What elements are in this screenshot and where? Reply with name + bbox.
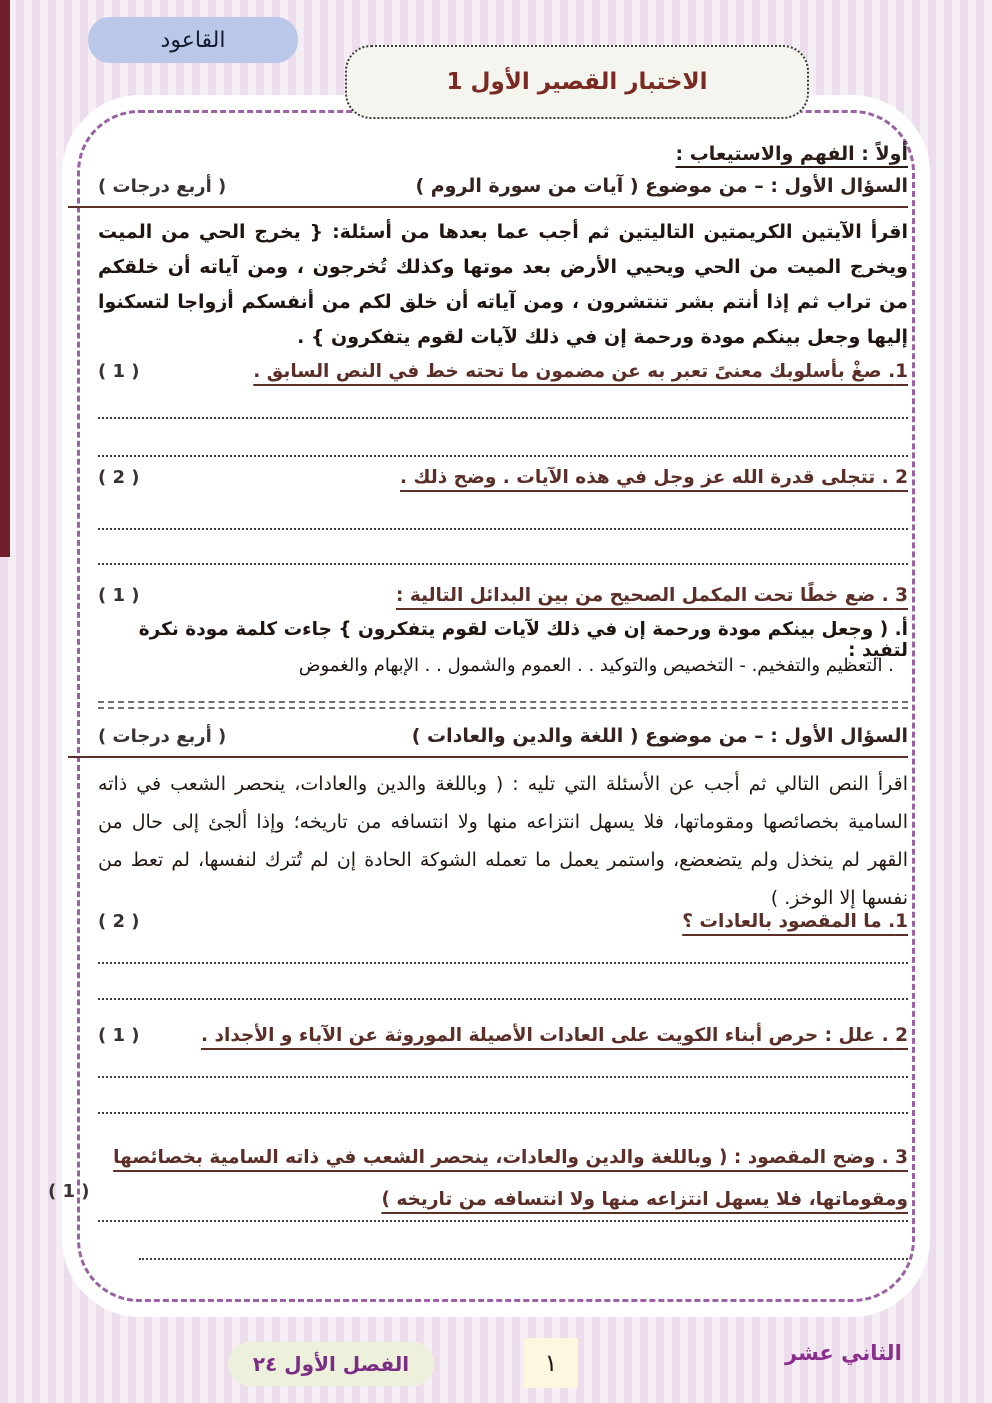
school-badge <box>88 17 298 63</box>
answer-line <box>98 417 908 419</box>
answer-line <box>98 1076 908 1078</box>
part1-header-marks: ( أربع درجات ) <box>98 176 227 197</box>
part1-header-label: السؤال الأول : – من موضوع ( آيات من سورة الروم ) <box>415 175 908 197</box>
part1-q1-text: 1. صغْ بأسلوبك معنىً تعبر به عن مضمون ما تحته خط في النص السابق . <box>253 361 908 382</box>
exam-title: الاختبار القصير الأول 1 <box>446 69 708 95</box>
part2-header <box>68 725 908 758</box>
answer-line <box>139 1258 909 1260</box>
part1-q3-options: . التعظيم والتفخيم. - التخصيص والتوكيد . . العموم والشمول . . الإبهام والغموض <box>298 655 894 676</box>
part1-question-1 <box>90 361 908 382</box>
part2-passage: اقرأ النص التالي ثم أجب عن الأسئلة التي تليه : ( وباللغة والدين والعادات، ينحصر الشعب في ذاته السامية بخصائصها ومقوماتها، فلا يسهل انتزاعه منها ولا انتسافه من تاريخه؛ وإذا ألجئ إلى حال من القهر لم ينخذل ولم يتضعضع، واستمر يعمل ما تعمله الشوكة الحادة إن لم تُترك لنفسها، لم تعط من نفسها إلا الوخز. ) <box>98 773 908 909</box>
part1-q2-marks: ( 2 ) <box>98 467 140 488</box>
part2-question-1 <box>90 911 908 932</box>
part2-question-2 <box>90 1025 908 1046</box>
part2-header-label: السؤال الأول : – من موضوع ( اللغة والدين والعادات ) <box>411 725 908 747</box>
answer-line <box>98 563 908 565</box>
part2-question-3 <box>38 1137 908 1221</box>
part1-passage: اقرأ الآيتين الكريمتين التاليتين ثم أجب عما بعدها من أسئلة: { يخرج الحي من الميت ويخرج الميت من الحي ويحيي الأرض بعد موتها وكذلك تُخرجون ، ومن آياته أن خلقكم من تراب ثم إذا أنتم بشر تنتشرون ، ومن آياته أن خلق لكم من أنفسكم أزواجا لتسكنوا إليها وجعل بينكم مودة ورحمة إن في ذلك لآيات لقوم يتفكرون } . <box>98 221 908 348</box>
answer-line <box>98 998 908 1000</box>
part1-q3-stem: أ. ( وجعل بينكم مودة ورحمة إن في ذلك لآيات لقوم يتفكرون } جاءت كلمة مودة نكرة لتفيد : <box>138 619 908 661</box>
part2-header-marks: ( أربع درجات ) <box>98 726 227 747</box>
page-number: ١ <box>524 1338 578 1388</box>
section-separator <box>98 701 908 709</box>
answer-line <box>98 962 908 964</box>
part2-q3-text: 3 . وضح المقصود : ( وباللغة والدين والعادات، ينحصر الشعب في ذاته السامية بخصائصها ومقوماتها، فلا يسهل انتزاعه منها ولا انتسافه من تاريخه ) <box>113 1147 908 1210</box>
section-heading: أولاً : الفهم والاستيعاب : <box>675 143 908 165</box>
part1-question-2 <box>90 467 908 488</box>
scan-edge-strip <box>0 0 10 557</box>
part1-question-3 <box>90 585 908 606</box>
school-badge-label: القاعود <box>160 27 226 53</box>
part1-q3-text: 3 . ضع خطًا تحت المكمل الصحيح من بين البدائل التالية : <box>395 585 908 606</box>
part2-q2-marks: ( 1 ) <box>98 1025 140 1046</box>
answer-line <box>98 1112 908 1114</box>
part1-q3-marks: ( 1 ) <box>98 585 140 606</box>
part1-header <box>68 175 908 208</box>
part2-q2-text: 2 . علل : حرص أبناء الكويت على العادات الأصيلة الموروثة عن الآباء و الأجداد . <box>201 1025 908 1046</box>
part2-q3-marks: ( 1 ) <box>48 1181 90 1202</box>
answer-line <box>98 1220 908 1222</box>
part1-q2-text: 2 . تتجلى قدرة الله عز وجل في هذه الآيات . وضح ذلك . <box>400 467 908 488</box>
part2-q1-text: 1. ما المقصود بالعادات ؟ <box>682 911 908 932</box>
exam-title-box <box>345 45 809 119</box>
answer-line <box>98 528 908 530</box>
footer-grade-label: الثاني عشر <box>785 1341 902 1365</box>
answer-line <box>98 455 908 457</box>
exam-content <box>48 95 908 1317</box>
footer-term-badge: الفصل الأول ٢٤ <box>228 1342 434 1386</box>
part1-q1-marks: ( 1 ) <box>98 361 140 382</box>
part2-q1-marks: ( 2 ) <box>98 911 140 932</box>
